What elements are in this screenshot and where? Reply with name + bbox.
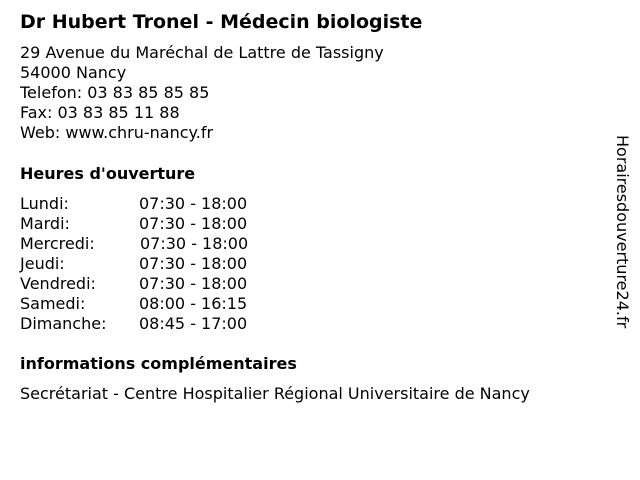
hours-row [20,294,280,314]
opening-hours-table [20,194,280,334]
hours-time: 08:45 - 17:00 [139,314,248,333]
hours-time: 08:00 - 16:15 [139,294,248,313]
hours-row [20,254,280,274]
hours-row [20,194,280,214]
address-city: 54000 Nancy [20,63,127,82]
additional-info-heading: informations complémentaires [20,354,297,373]
hours-day: Vendredi: [20,274,96,293]
contact-block [20,43,384,143]
hours-day: Mercredi: [20,234,95,253]
hours-time: 07:30 - 18:00 [139,274,248,293]
page-title: Dr Hubert Tronel - Médecin biologiste [20,11,423,33]
hours-time: 07:30 - 18:00 [140,234,249,253]
hours-row [20,234,280,254]
address-street: 29 Avenue du Maréchal de Lattre de Tassigny [20,43,384,62]
additional-info-text: Secrétariat - Centre Hospitalier Régional Universitaire de Nancy [20,384,530,403]
hours-day: Samedi: [20,294,86,313]
hours-day: Jeudi: [20,254,65,273]
website: Web: www.chru-nancy.fr [20,123,214,142]
hours-time: 07:30 - 18:00 [139,194,248,213]
hours-row [20,274,280,294]
site-watermark: Horairesdouverture24.fr [613,135,632,329]
hours-time: 07:30 - 18:00 [139,214,248,233]
hours-row [20,214,280,234]
hours-row [20,314,280,334]
hours-day: Lundi: [20,194,69,213]
hours-day: Mardi: [20,214,70,233]
phone-number: Telefon: 03 83 85 85 85 [20,83,210,102]
hours-time: 07:30 - 18:00 [139,254,248,273]
opening-hours-heading: Heures d'ouverture [20,164,196,183]
hours-day: Dimanche: [20,314,107,333]
fax-number: Fax: 03 83 85 11 88 [20,103,180,122]
